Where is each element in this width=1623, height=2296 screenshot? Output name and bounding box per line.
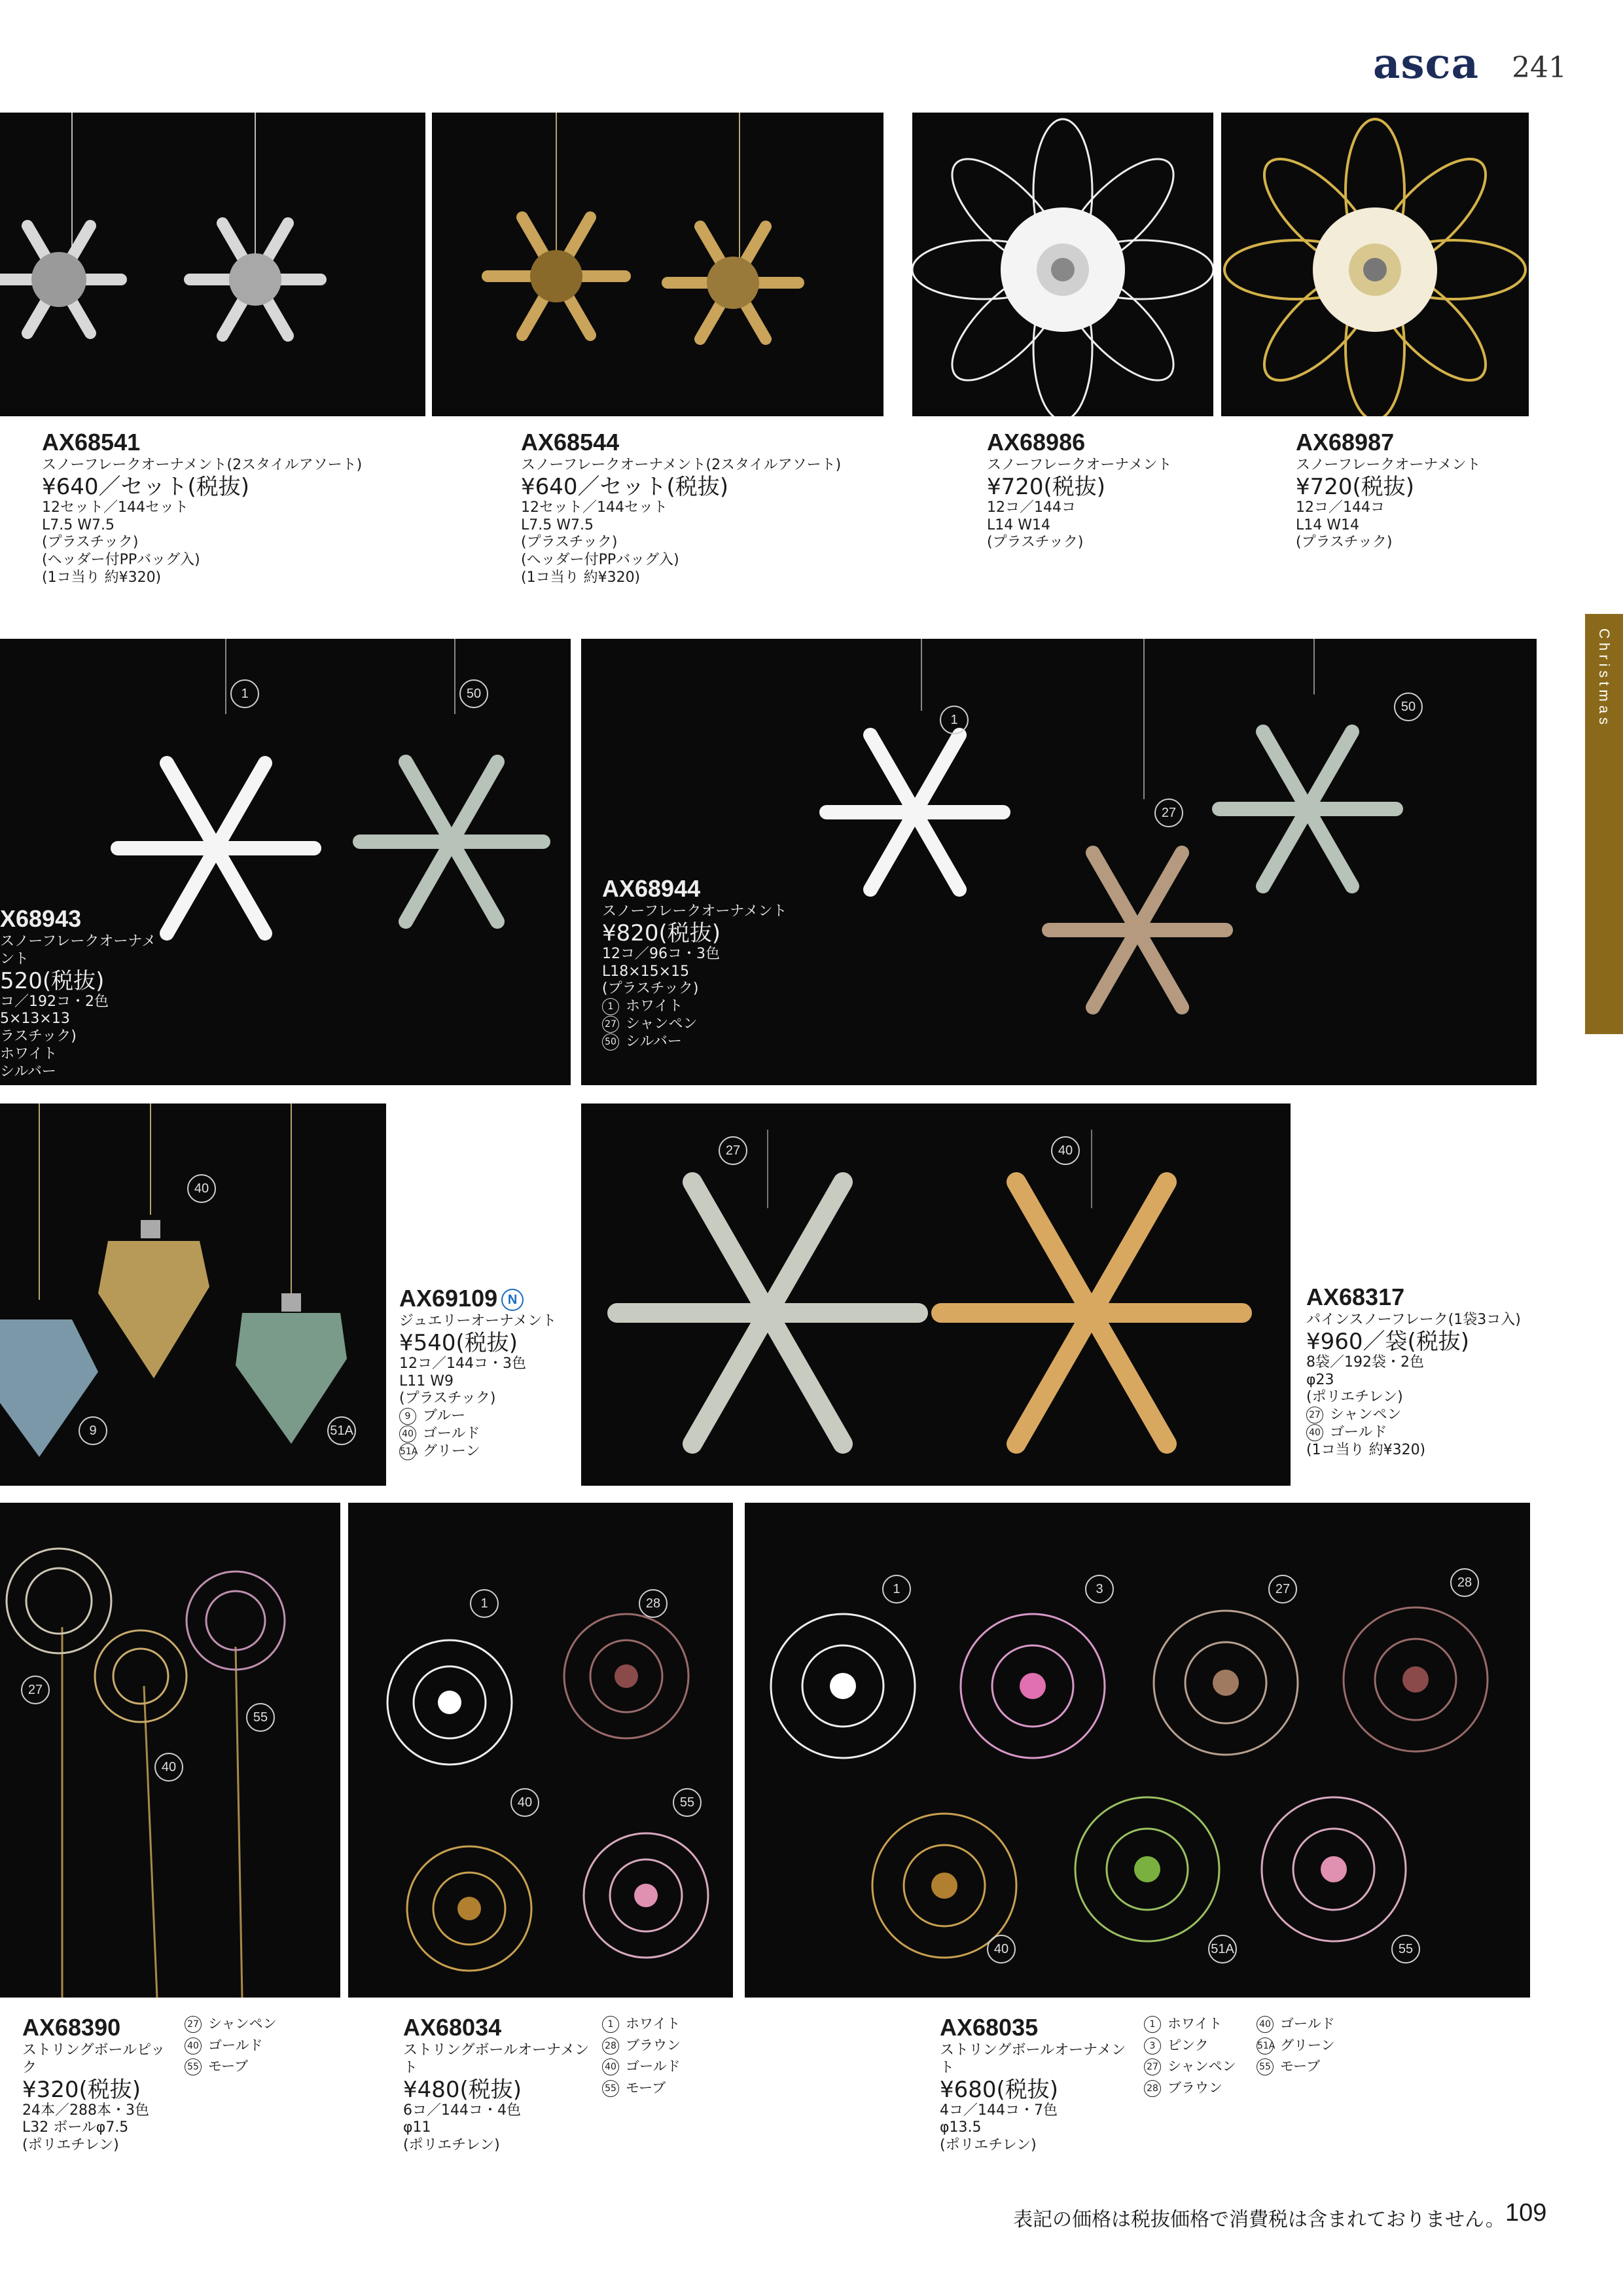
spec-line: L11 W9 [399, 1372, 454, 1390]
spec-line: L18×15×15 [602, 963, 690, 980]
color-number-label: 3 [1085, 1575, 1114, 1604]
color-number-icon: 1 [602, 998, 619, 1015]
color-number-label: 40 [154, 1753, 183, 1782]
product-name: ジュエリーオーナメント [399, 1312, 557, 1329]
spec-line: (ポリエチレン) [940, 2137, 1037, 2154]
color-option [1144, 2056, 1236, 2077]
per-piece-price: (1コ当り 約¥320) [1306, 1441, 1426, 1458]
photo-ax68987 [1221, 113, 1529, 416]
spec-line: (プラスチック) [1296, 534, 1393, 551]
product-name: スノーフレークオーナメント [0, 933, 156, 967]
string-ball-ornament-seven-colors-image [745, 1503, 1530, 1998]
spec-line: (プラスチック) [399, 1390, 496, 1407]
color-number-label: 55 [673, 1788, 702, 1817]
product-code [399, 1284, 576, 1313]
color-option [185, 2035, 277, 2056]
product-code: AX68317 [1306, 1283, 1405, 1310]
color-option [602, 2077, 681, 2099]
photo-ax68317 [581, 1103, 1291, 1486]
snowflake-gold-image [432, 113, 883, 416]
spec-line: L7.5 W7.5 [521, 516, 594, 533]
color-name: ピンク [1168, 2037, 1209, 2053]
color-number-icon: 28 [1144, 2080, 1161, 2097]
product-code: AX68944 [602, 875, 701, 902]
color-name: シャンペン [208, 2016, 277, 2032]
spec-line: (プラスチック) [521, 534, 618, 551]
color-number-label: 40 [187, 1174, 216, 1203]
spec-line: (プラスチック) [42, 534, 139, 551]
product-ax69109 [399, 1284, 576, 1461]
snowflake-silver-image [0, 113, 425, 416]
color-number-icon: 55 [185, 2058, 202, 2075]
color-name: ゴールド [423, 1426, 480, 1443]
product-ax68390 [22, 2013, 179, 2155]
spec-line: 5×13×13 [0, 1011, 70, 1028]
color-number-icon: 27 [1306, 1407, 1323, 1424]
product-ax68544 [521, 428, 887, 587]
color-option [1257, 2056, 1335, 2077]
color-number-icon: 1 [602, 2016, 619, 2033]
photo-ax68034 [348, 1503, 733, 1998]
spec-line: 12コ／144コ [1296, 499, 1385, 516]
product-code: AX68987 [1296, 429, 1395, 456]
product-name: スノーフレークオーナメント(2スタイルアソート) [42, 456, 363, 473]
color-name: グリーン [1280, 2037, 1335, 2053]
spec-line: L7.5 W7.5 [42, 516, 115, 533]
color-number-icon: 50 [602, 1033, 619, 1050]
color-option [399, 1426, 576, 1443]
color-number-icon: 51A [399, 1443, 416, 1460]
product-name: スノーフレークオーナメント(2スタイルアソート) [521, 456, 842, 473]
product-ax68035 [940, 2013, 1136, 2155]
spec-line: (ヘッダー付PPバッグ入) [521, 552, 679, 569]
product-name: ストリングボールピック [22, 2041, 166, 2076]
spec-line: (1コ当り 約¥320) [42, 569, 162, 586]
color-option [602, 2013, 681, 2035]
product-price: ¥720(税抜) [987, 473, 1106, 500]
product-name: ストリングボールオーナメント [403, 2041, 590, 2076]
spec-line: 12セット／144セット [521, 499, 668, 516]
brand-logo: asca [1373, 39, 1479, 88]
tax-note: 表記の価格は税抜価格で消費税は含まれておりません。 [1013, 2208, 1505, 2231]
color-name: シルバー [626, 1033, 682, 1050]
product-price: ¥680(税抜) [940, 2076, 1059, 2103]
spec-line: (プラスチック) [602, 980, 699, 997]
photo-ax68390 [0, 1503, 340, 1998]
color-option [1306, 1424, 1522, 1442]
color-number-label: 50 [1394, 692, 1423, 721]
spec-line: φ23 [1306, 1371, 1334, 1388]
catalog-page-number: 241 [1512, 51, 1567, 84]
color-number-label: 1 [882, 1575, 911, 1604]
color-option [1257, 2013, 1335, 2035]
color-list-ax68390 [185, 2013, 277, 2077]
color-number-label: 50 [459, 679, 488, 708]
color-option [185, 2013, 277, 2035]
spec-line: φ11 [403, 2119, 431, 2136]
photo-ax68986 [912, 113, 1213, 416]
spec-line: (プラスチック) [987, 534, 1084, 551]
product-price: ¥640／セット(税抜) [42, 473, 250, 500]
spec-line: L14 W14 [987, 516, 1050, 533]
photo-ax68544 [432, 113, 883, 416]
color-option [1306, 1407, 1522, 1424]
color-number-label: 27 [719, 1136, 747, 1165]
color-number-icon: 40 [602, 2058, 619, 2075]
spec-line: (1コ当り 約¥320) [521, 569, 641, 586]
color-name: モーブ [626, 2079, 666, 2096]
color-number-label: 1 [470, 1589, 499, 1618]
spec-line: (ポリエチレン) [22, 2137, 119, 2154]
color-name: ゴールド [208, 2037, 263, 2053]
color-number-icon: 27 [1144, 2058, 1161, 2075]
spec-line: 12コ／144コ・3色 [399, 1355, 526, 1372]
color-name: ゴールド [1280, 2016, 1335, 2032]
flower-white-image [912, 113, 1213, 416]
product-price: ¥540(税抜) [399, 1329, 518, 1356]
product-price: ¥320(税抜) [22, 2076, 141, 2103]
color-number-icon: 40 [1306, 1424, 1323, 1441]
string-ball-pick-image [0, 1503, 340, 1998]
color-name: ブラウン [1168, 2079, 1222, 2096]
product-name: パインスノーフレーク(1袋3コ入) [1306, 1311, 1521, 1328]
color-name: ホワイト [1168, 2016, 1222, 2032]
category-tab-label: Christmas [1596, 628, 1613, 729]
spec-line: 8袋／192袋・2色 [1306, 1354, 1424, 1371]
spec-line: (ポリエチレン) [403, 2137, 500, 2154]
product-code: AX68035 [940, 2014, 1039, 2041]
spec-line: 24本／288本・3色 [22, 2102, 149, 2119]
color-number-label: 55 [246, 1703, 275, 1732]
product-price: ¥960／袋(税抜) [1306, 1328, 1470, 1355]
page-number: 109 [1505, 2199, 1547, 2227]
color-number-icon: 27 [185, 2016, 202, 2033]
product-code-text: AX69109 [399, 1285, 498, 1312]
color-name: ブルー [423, 1408, 466, 1425]
product-ax68986 [987, 428, 1209, 552]
color-number-label: 40 [987, 1935, 1016, 1964]
product-price: ¥640／セット(税抜) [521, 473, 729, 500]
product-code: AX68390 [22, 2014, 121, 2041]
color-option [1144, 2077, 1236, 2099]
color-number-label: 28 [639, 1589, 668, 1618]
color-number-label: 9 [79, 1416, 107, 1445]
color-option [602, 2035, 681, 2056]
spec-line: 12コ／144コ [987, 499, 1076, 516]
spec-line: 12セット／144セット [42, 499, 188, 516]
spec-line: 4コ／144コ・7色 [940, 2102, 1058, 2119]
color-number-label: 27 [1268, 1575, 1297, 1604]
color-number-label: 51A [1208, 1935, 1237, 1964]
color-number-icon: 40 [1257, 2016, 1274, 2033]
color-name: ゴールド [626, 2058, 681, 2075]
photo-ax68035 [745, 1503, 1530, 1998]
color-number-label: 28 [1450, 1568, 1479, 1597]
spec-line: φ13.5 [940, 2119, 982, 2136]
color-option [1257, 2035, 1335, 2056]
product-name: スノーフレークオーナメント [1296, 456, 1481, 473]
product-code: AX68541 [42, 429, 141, 456]
color-name: シャンペン [1330, 1407, 1402, 1424]
color-number-label: 40 [1051, 1136, 1080, 1165]
product-price: ¥720(税抜) [1296, 473, 1415, 500]
spec-line: L32 ボールφ7.5 [22, 2119, 129, 2136]
photo-ax69109 [0, 1103, 386, 1486]
color-number-label: 55 [1391, 1935, 1420, 1964]
color-number-label: 40 [510, 1788, 539, 1817]
color-number-label: 51A [327, 1416, 356, 1445]
color-number-label: 1 [230, 679, 259, 708]
spec-line: L14 W14 [1296, 516, 1359, 533]
new-badge-icon: N [501, 1289, 524, 1311]
color-option [602, 2056, 681, 2077]
flower-gold-image [1221, 113, 1529, 416]
color-name: ブラウン [626, 2037, 681, 2053]
product-code: AX68986 [987, 429, 1086, 456]
color-name: モーブ [208, 2058, 249, 2075]
color-name: シャンペン [1168, 2058, 1236, 2075]
product-ax68987 [1296, 428, 1531, 552]
pine-snowflake-image [581, 1103, 1291, 1486]
product-price: 520(税抜) [0, 967, 105, 994]
color-list-ax68034 [602, 2013, 681, 2098]
product-ax68317 [1306, 1283, 1522, 1460]
color-list-ax68035-2 [1257, 2013, 1335, 2077]
string-ball-ornament-image [348, 1503, 733, 1998]
product-name: スノーフレークオーナメント [987, 456, 1172, 473]
color-name: グリーン [423, 1443, 480, 1460]
color-option [399, 1443, 576, 1461]
color-number-icon: 9 [399, 1408, 416, 1425]
product-name: ストリングボールオーナメント [940, 2041, 1126, 2076]
color-number-label: 27 [21, 1676, 50, 1704]
category-tab[interactable] [1585, 614, 1623, 1034]
color-option [602, 1016, 818, 1033]
spec-line: ラスチック) [0, 1028, 77, 1045]
product-ax68944 [602, 874, 818, 1051]
color-option [1144, 2035, 1236, 2056]
spec-line: (ヘッダー付PPバッグ入) [42, 552, 200, 569]
spec-line: シルバー [0, 1063, 56, 1080]
color-name: モーブ [1280, 2058, 1321, 2075]
spec-line: (ポリエチレン) [1306, 1389, 1403, 1406]
product-ax68034 [403, 2013, 599, 2155]
product-code: AX68544 [521, 429, 620, 456]
color-number-icon: 55 [602, 2080, 619, 2097]
color-number-icon: 51A [1257, 2037, 1274, 2054]
product-ax68541 [42, 428, 408, 587]
product-price: ¥480(税抜) [403, 2076, 522, 2103]
color-option [602, 1033, 818, 1051]
color-name: ホワイト [626, 2016, 681, 2032]
color-number-icon: 27 [602, 1016, 619, 1033]
color-name: ホワイト [626, 998, 683, 1015]
color-number-label: 1 [940, 706, 969, 734]
product-price: ¥820(税抜) [602, 920, 721, 946]
color-number-icon: 40 [399, 1426, 416, 1443]
photo-ax68541 [0, 113, 425, 416]
color-number-icon: 55 [1257, 2058, 1274, 2075]
product-name: スノーフレークオーナメント [602, 903, 787, 920]
color-number-icon: 40 [185, 2037, 202, 2054]
spec-line: ホワイト [0, 1046, 58, 1063]
color-number-icon: 3 [1144, 2037, 1161, 2054]
color-name: シャンペン [626, 1016, 698, 1033]
product-ax68943 [0, 905, 157, 1081]
spec-line: 6コ／144コ・4色 [403, 2102, 521, 2119]
color-number-icon: 28 [602, 2037, 619, 2054]
product-code: X68943 [0, 905, 82, 932]
color-option [602, 998, 818, 1016]
spec-line: 12コ／96コ・3色 [602, 945, 720, 962]
color-list-ax68035 [1144, 2013, 1236, 2098]
color-option [1144, 2013, 1236, 2035]
color-option [185, 2056, 277, 2077]
color-number-icon: 1 [1144, 2016, 1161, 2033]
color-name: ゴールド [1330, 1424, 1387, 1441]
product-code: AX68034 [403, 2014, 502, 2041]
spec-line: コ／192コ・2色 [0, 993, 109, 1010]
color-option [399, 1408, 576, 1426]
color-number-label: 27 [1154, 798, 1183, 827]
